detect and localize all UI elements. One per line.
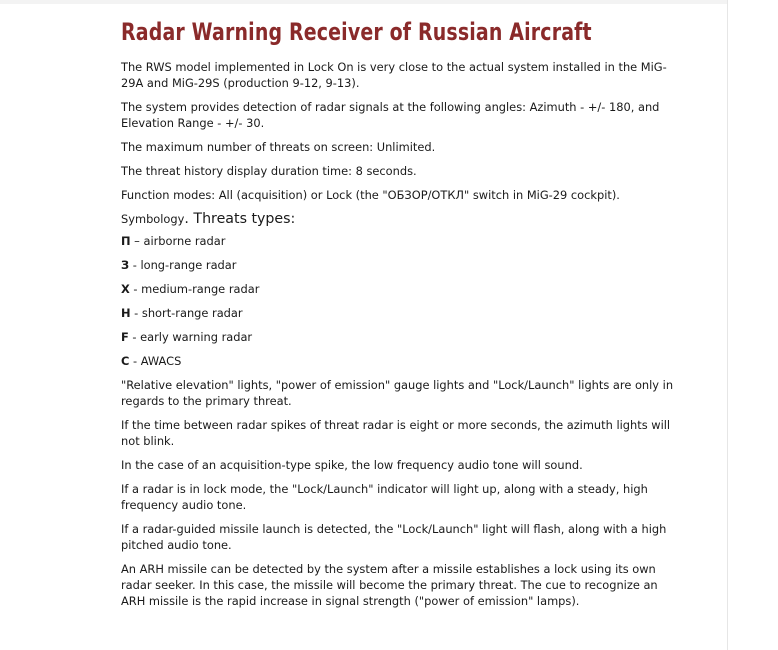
threat-item [121, 257, 681, 273]
page-title: Radar Warning Receiver of Russian Aircraft [121, 18, 592, 46]
threat-description: - early warning radar [128, 330, 253, 344]
threat-item [121, 281, 681, 297]
paragraph-detection-angles: The system provides detection of radar signals at the following angles: Azimuth - +/- 180, and Elevation Range - +/- 30. [121, 100, 660, 130]
threat-symbol: П [121, 234, 131, 248]
symbology-heading [121, 211, 681, 227]
threat-description: - medium-range radar [129, 282, 260, 296]
document-body [121, 59, 681, 617]
threat-description: - long-range radar [129, 258, 237, 272]
paragraph-primary-threat-lights: "Relative elevation" lights, "power of emission" gauge lights and "Lock/Launch" lights are only in regards to the primary threat. [121, 378, 674, 408]
paragraph-lock-mode: If a radar is in lock mode, the "Lock/Launch" indicator will light up, along with a steady, high frequency audio tone. [121, 482, 648, 512]
paragraph-launch-detected: If a radar-guided missile launch is detected, the "Lock/Launch" light will flash, along with a high pitched audio tone. [121, 522, 667, 552]
paragraph-history-duration: The threat history display duration time: 8 seconds. [121, 164, 417, 178]
right-divider [727, 0, 728, 650]
threat-item [121, 233, 681, 249]
threat-description: - short-range radar [130, 306, 243, 320]
paragraph-acquisition-tone: In the case of an acquisition-type spike, the low frequency audio tone will sound. [121, 458, 583, 472]
paragraph-rws-model: The RWS model implemented in Lock On is very close to the actual system installed in the MiG-29A and MiG-29S (production 9-12, 9-13). [121, 60, 667, 90]
threat-item [121, 353, 681, 369]
paragraph-arh-missile: An ARH missile can be detected by the system after a missile establishes a lock using its own radar seeker. In this case, the missile will become the primary threat. The cue to recognize an ARH missile is the rapid increase in signal strength ("power of emission" lamps). [121, 562, 658, 608]
threat-symbol: Н [121, 306, 131, 320]
paragraph-function-modes: Function modes: All (acquisition) or Lock (the "ОБЗОР/ОТКЛ" switch in MiG-29 cockpit). [121, 188, 620, 202]
threat-types-heading: Threats types: [188, 211, 296, 227]
threat-item [121, 329, 681, 345]
threat-symbol: З [121, 258, 130, 272]
threat-item [121, 305, 681, 321]
paragraph-azimuth-blink: If the time between radar spikes of threat radar is eight or more seconds, the azimuth lights will not blink. [121, 418, 671, 448]
paragraph-max-threats: The maximum number of threats on screen: Unlimited. [121, 140, 436, 154]
threat-symbol: F [121, 330, 129, 344]
threat-description: – airborne radar [130, 234, 226, 248]
symbology-separator: . [184, 211, 189, 227]
symbology-label: Symbology [121, 212, 185, 226]
threat-symbol: Х [121, 282, 130, 296]
threat-symbol: С [121, 354, 130, 368]
top-divider [0, 0, 727, 4]
threat-description: - AWACS [129, 354, 182, 368]
